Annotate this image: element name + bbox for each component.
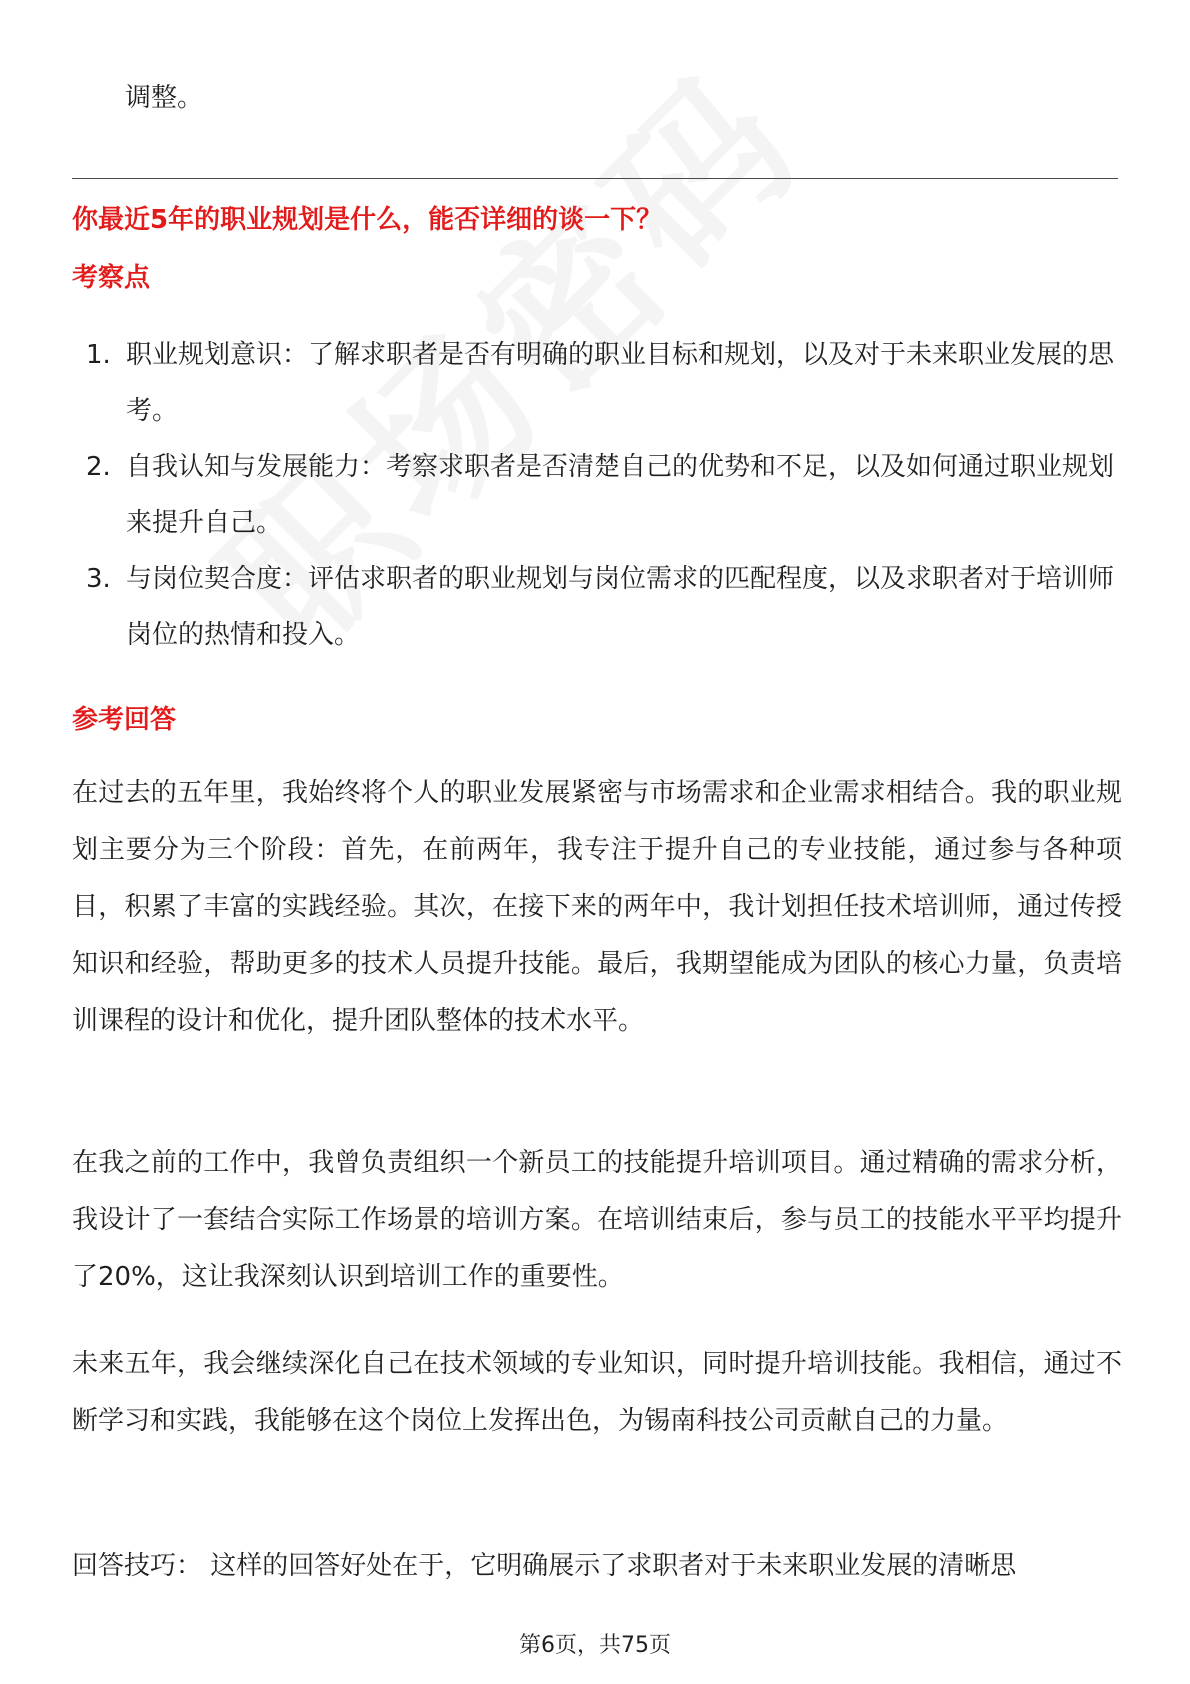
continued-text: 调整。 — [125, 83, 204, 113]
answer-label: 参考回答 — [72, 705, 177, 735]
list-number: 3. — [86, 564, 111, 594]
list-item — [72, 439, 1118, 551]
list-number: 2. — [86, 452, 111, 482]
question-heading: 你最近5年的职业规划是什么，能否详细的谈一下？ — [72, 205, 663, 235]
answer-paragraph: 在我之前的工作中，我曾负责组织一个新员工的技能提升培训项目。通过精确的需求分析，我设计了一套结合实际工作场景的培训方案。在培训结束后，参与员工的技能水平平均提升了20%，这让我深刻认识到培训工作的重要性。 — [72, 1148, 1122, 1292]
list-text: 自我认知与发展能力：考察求职者是否清楚自己的优势和不足，以及如何通过职业规划来提升自己。 — [126, 452, 1115, 538]
list-number: 1. — [86, 340, 111, 370]
section-divider — [72, 178, 1118, 179]
answer-paragraph: 未来五年，我会继续深化自己在技术领域的专业知识，同时提升培训技能。我相信，通过不断学习和实践，我能够在这个岗位上发挥出色，为锡南科技公司贡献自己的力量。 — [72, 1349, 1122, 1436]
page-number: 第6页，共75页 — [519, 1633, 671, 1658]
list-item — [72, 551, 1118, 663]
list-text: 职业规划意识：了解求职者是否有明确的职业目标和规划，以及对于未来职业发展的思考。 — [126, 340, 1115, 426]
list-text: 与岗位契合度：评估求职者的职业规划与岗位需求的匹配程度，以及求职者对于培训师岗位的热情和投入。 — [126, 564, 1115, 650]
points-list — [72, 327, 1118, 663]
answer-tips-paragraph: 回答技巧： 这样的回答好处在于，它明确展示了求职者对于未来职业发展的清晰思 — [72, 1551, 1017, 1581]
answer-paragraph: 在过去的五年里，我始终将个人的职业发展紧密与市场需求和企业需求相结合。我的职业规划主要分为三个阶段：首先，在前两年，我专注于提升自己的专业技能，通过参与各种项目，积累了丰富的实践经验。其次，在接下来的两年中，我计划担任技术培训师，通过传授知识和经验，帮助更多的技术人员提升技能。最后，我期望能成为团队的核心力量，负责培训课程的设计和优化，提升团队整体的技术水平。 — [72, 778, 1122, 1036]
list-item — [72, 327, 1118, 439]
points-label: 考察点 — [72, 263, 151, 293]
